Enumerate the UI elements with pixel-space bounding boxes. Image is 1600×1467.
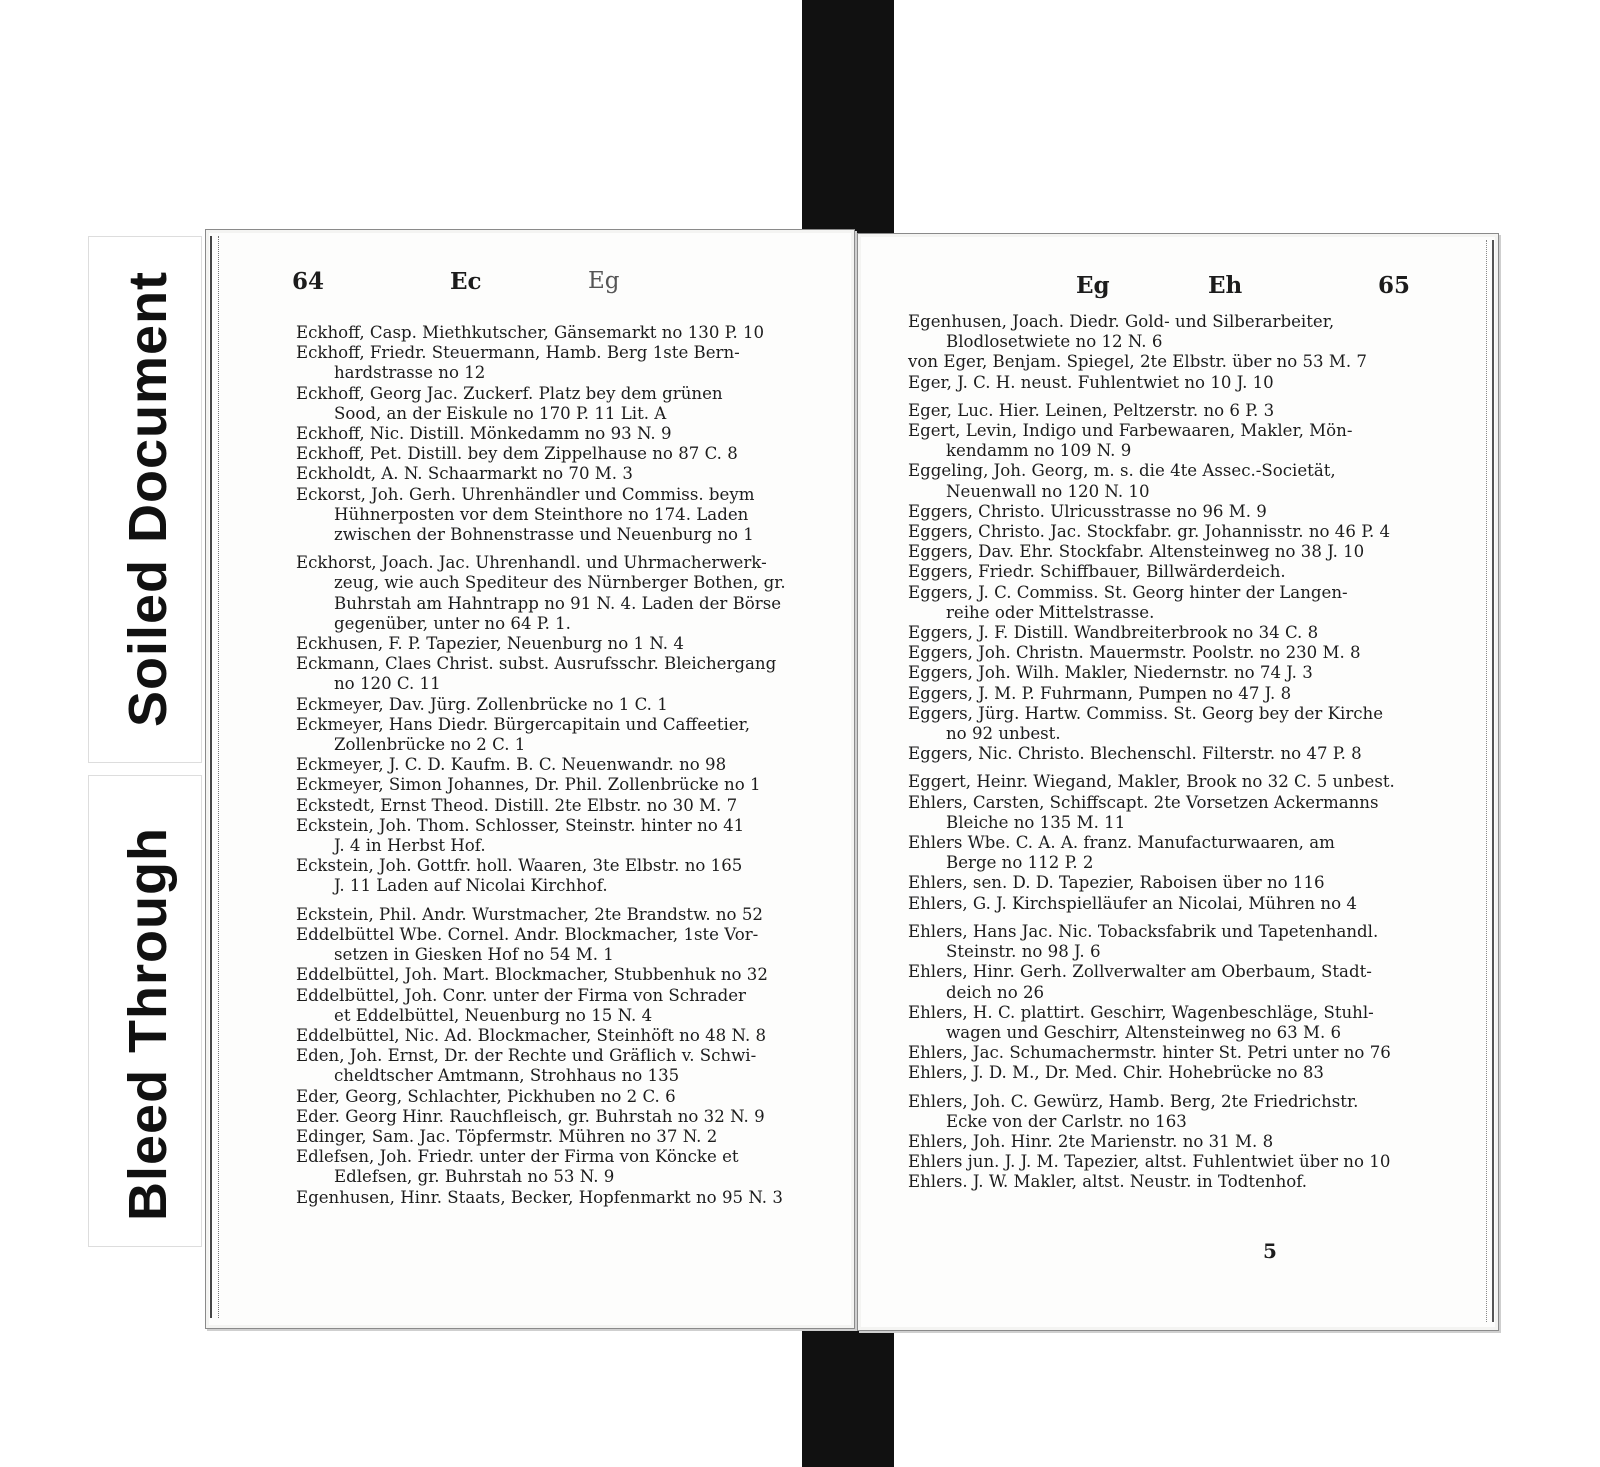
- entry-text: Eckstein, Joh. Gottfr. holl. Waaren, 3te Elbstr. no 165: [296, 856, 743, 876]
- entry-continuation: no 120 C. 11: [334, 674, 441, 694]
- entry-text: von Eger, Benjam. Spiegel, 2te Elbstr. über no 53 M. 7: [908, 352, 1367, 372]
- entry-text: Ehlers, Joh. C. Gewürz, Hamb. Berg, 2te Friedrichstr.: [908, 1091, 1359, 1111]
- directory-entry: [908, 1063, 1423, 1083]
- entry-text: Eckstedt, Ernst Theod. Distill. 2te Elbstr. no 30 M. 7: [296, 795, 738, 815]
- directory-entry: [908, 873, 1423, 893]
- entry-continuation: Steinstr. no 98 J. 6: [946, 942, 1101, 962]
- entry-continuation: et Eddelbüttel, Neuenburg no 15 N. 4: [334, 1005, 653, 1025]
- directory-entry: [908, 522, 1423, 542]
- bleed-label-box: [88, 775, 202, 1247]
- directory-entry: [296, 986, 801, 1026]
- directory-entry: [296, 634, 801, 654]
- directory-entry: [296, 553, 801, 634]
- page-number-right: 65: [1378, 272, 1411, 299]
- directory-entry: [908, 583, 1423, 623]
- entry-text: Eger, J. C. H. neust. Fuhlentwiet no 10 J. 10: [908, 372, 1274, 392]
- directory-entry: [296, 755, 801, 775]
- directory-entry: [908, 1132, 1423, 1152]
- entry-text: Ehlers, G. J. Kirchspielläufer an Nicolai, Mühren no 4: [908, 893, 1357, 913]
- directory-entry: [908, 894, 1423, 914]
- directory-entry: [296, 965, 801, 985]
- binding-strip-bottom: [802, 1310, 894, 1467]
- directory-entry: [296, 775, 801, 795]
- entry-text: Eggers, Joh. Wilh. Makler, Niedernstr. no 74 J. 3: [908, 663, 1313, 683]
- left-entry-list: [296, 323, 801, 1208]
- entry-continuation: Ecke von der Carlstr. no 163: [946, 1111, 1187, 1131]
- directory-entry: [908, 1092, 1423, 1132]
- entry-text: Eder, Georg, Schlachter, Pickhuben no 2 C. 6: [296, 1086, 676, 1106]
- entry-text: Ehlers, sen. D. D. Tapezier, Raboisen über no 116: [908, 873, 1325, 893]
- entry-text: Egert, Levin, Indigo und Farbewaaren, Makler, Mön-: [908, 421, 1353, 441]
- entry-continuation: cheldtscher Amtmann, Strohhaus no 135: [334, 1066, 680, 1086]
- directory-entry: [908, 312, 1423, 352]
- entry-continuation: zeug, wie auch Spediteur des Nürnberger Bothen, gr. Buhrstah am Hahntrapp no 91 N. 4. Laden der Börse gegenüber, unter no 64 P. 1.: [334, 573, 786, 633]
- entry-text: Eggeling, Joh. Georg, m. s. die 4te Assec.-Societät,: [908, 461, 1336, 481]
- directory-entry: [296, 816, 801, 856]
- directory-entry: [296, 1087, 801, 1107]
- entry-text: Ehlers. J. W. Makler, altst. Neustr. in Todtenhof.: [908, 1172, 1308, 1192]
- entry-continuation: Berge no 112 P. 2: [946, 853, 1094, 873]
- entry-text: Eckmeyer, J. C. D. Kaufm. B. C. Neuenwandr. no 98: [296, 755, 727, 775]
- directory-entry: [296, 1026, 801, 1046]
- directory-entry: [908, 663, 1423, 683]
- directory-entry: [908, 684, 1423, 704]
- entry-text: Egenhusen, Hinr. Staats, Becker, Hopfenmarkt no 95 N. 3: [296, 1187, 783, 1207]
- directory-entry: [908, 643, 1423, 663]
- entry-continuation: Bleiche no 135 M. 11: [946, 812, 1126, 832]
- right-page: [857, 233, 1499, 1331]
- entry-text: Ehlers, Carsten, Schiffscapt. 2te Vorsetzen Ackermanns: [908, 792, 1379, 812]
- header-right-eh: Eh: [1208, 272, 1243, 299]
- entry-text: Eckhoff, Friedr. Steuermann, Hamb. Berg 1ste Bern-: [296, 343, 740, 363]
- entry-text: Ehlers, Hans Jac. Nic. Tobacksfabrik und Tapetenhandl.: [908, 921, 1379, 941]
- directory-entry: [908, 542, 1423, 562]
- directory-entry: [908, 352, 1423, 372]
- directory-entry: [296, 695, 801, 715]
- entry-text: Eggers, Nic. Christo. Blechenschl. Filterstr. no 47 P. 8: [908, 744, 1362, 764]
- directory-entry: [908, 793, 1423, 833]
- entry-continuation: deich no 26: [946, 982, 1045, 1002]
- entry-continuation: Blodlosetwiete no 12 N. 6: [946, 332, 1163, 352]
- entry-text: Eggers, J. F. Distill. Wandbreiterbrook no 34 C. 8: [908, 623, 1319, 643]
- header-left-eg: Eg: [588, 268, 620, 294]
- directory-entry: [296, 444, 801, 464]
- directory-entry: [908, 623, 1423, 643]
- directory-entry: [908, 1152, 1423, 1172]
- entry-text: Eckhoff, Casp. Miethkutscher, Gänsemarkt no 130 P. 10: [296, 323, 765, 342]
- entry-text: Eckmann, Claes Christ. subst. Ausrufsschr. Bleichergang: [296, 654, 777, 674]
- header-right-eg: Eg: [1076, 272, 1110, 299]
- soiled-label-box: [88, 236, 202, 763]
- directory-entry: [296, 343, 801, 383]
- entry-text: Eckstein, Joh. Thom. Schlosser, Steinstr. hinter no 41: [296, 815, 745, 835]
- entry-text: Ehlers, Joh. Hinr. 2te Marienstr. no 31 M. 8: [908, 1131, 1274, 1151]
- entry-text: Edlefsen, Joh. Friedr. unter der Firma von Köncke et: [296, 1147, 739, 1167]
- entry-continuation: Edlefsen, gr. Buhrstah no 53 N. 9: [334, 1167, 615, 1187]
- entry-continuation: hardstrasse no 12: [334, 363, 486, 383]
- entry-text: Ehlers Wbe. C. A. A. franz. Manufacturwaaren, am: [908, 833, 1335, 853]
- signature-mark: 5: [1263, 1239, 1277, 1263]
- left-page: [205, 229, 855, 1329]
- entry-text: Ehlers, Jac. Schumachermstr. hinter St. Petri unter no 76: [908, 1043, 1391, 1063]
- directory-entry: [908, 502, 1423, 522]
- entry-text: Eckhoff, Nic. Distill. Mönkedamm no 93 N. 9: [296, 424, 672, 444]
- entry-continuation: Hühnerposten vor dem Steinthore no 174. Laden zwischen der Bohnenstrasse und Neuenburg no 1: [334, 504, 754, 545]
- directory-entry: [908, 373, 1423, 393]
- directory-entry: [296, 796, 801, 816]
- directory-entry: [296, 1107, 801, 1127]
- entry-continuation: no 92 unbest.: [946, 724, 1061, 744]
- directory-entry: [296, 654, 801, 694]
- directory-entry: [296, 384, 801, 424]
- entry-continuation: Zollenbrücke no 2 C. 1: [334, 735, 526, 755]
- binding-strip-top: [802, 0, 894, 240]
- entry-text: Eggers, Christo. Jac. Stockfabr. gr. Johannisstr. no 46 P. 4: [908, 522, 1391, 542]
- entry-text: Eddelbüttel, Nic. Ad. Blockmacher, Steinhöft no 48 N. 8: [296, 1025, 767, 1045]
- entry-text: Eckhorst, Joach. Jac. Uhrenhandl. und Uhrmacherwerk-: [296, 553, 767, 573]
- directory-entry: [296, 925, 801, 965]
- directory-entry: [908, 1003, 1423, 1043]
- entry-text: Eckhoff, Pet. Distill. bey dem Zippelhause no 87 C. 8: [296, 444, 738, 464]
- entry-continuation: wagen und Geschirr, Altensteinweg no 63 M. 6: [946, 1022, 1342, 1042]
- entry-text: Eggers, J. M. P. Fuhrmann, Pumpen no 47 J. 8: [908, 683, 1292, 703]
- directory-entry: [296, 905, 801, 925]
- entry-continuation: Sood, an der Eiskule no 170 P. 11 Lit. A: [334, 403, 667, 423]
- directory-entry: [908, 962, 1423, 1002]
- directory-entry: [908, 922, 1423, 962]
- page-number-left: 64: [292, 268, 325, 295]
- entry-text: Eckmeyer, Dav. Jürg. Zollenbrücke no 1 C. 1: [296, 694, 668, 714]
- directory-entry: [908, 744, 1423, 764]
- directory-entry: [908, 704, 1423, 744]
- entry-text: Ehlers jun. J. J. M. Tapezier, altst. Fuhlentwiet über no 10: [908, 1152, 1391, 1172]
- entry-text: Edinger, Sam. Jac. Töpfermstr. Mühren no 37 N. 2: [296, 1126, 718, 1146]
- directory-entry: [296, 323, 801, 343]
- entry-text: Eckmeyer, Simon Johannes, Dr. Phil. Zollenbrücke no 1: [296, 775, 761, 795]
- soiled-document-label: Soiled Document: [118, 270, 178, 727]
- entry-text: Eggers, Dav. Ehr. Stockfabr. Altensteinweg no 38 J. 10: [908, 542, 1365, 562]
- entry-text: Eckhusen, F. P. Tapezier, Neuenburg no 1 N. 4: [296, 634, 684, 654]
- entry-continuation: setzen in Giesken Hof no 54 M. 1: [334, 945, 614, 965]
- entry-continuation: kendamm no 109 N. 9: [946, 441, 1132, 461]
- entry-text: Eder. Georg Hinr. Rauchfleisch, gr. Buhrstah no 32 N. 9: [296, 1106, 765, 1126]
- directory-entry: [296, 856, 801, 896]
- entry-continuation: Neuenwall no 120 N. 10: [946, 481, 1150, 501]
- entry-text: Ehlers, H. C. plattirt. Geschirr, Wagenbeschläge, Stuhl-: [908, 1002, 1374, 1022]
- directory-entry: [296, 485, 801, 546]
- entry-text: Eggers, J. C. Commiss. St. Georg hinter der Langen-: [908, 582, 1348, 602]
- entry-continuation: J. 11 Laden auf Nicolai Kirchhof.: [334, 876, 608, 896]
- entry-text: Eger, Luc. Hier. Leinen, Peltzerstr. no 6 P. 3: [908, 400, 1275, 420]
- entry-text: Eddelbüttel Wbe. Cornel. Andr. Blockmacher, 1ste Vor-: [296, 924, 759, 944]
- directory-entry: [908, 401, 1423, 421]
- directory-entry: [296, 1147, 801, 1187]
- entry-text: Eggers, Jürg. Hartw. Commiss. St. Georg bey der Kirche: [908, 703, 1384, 723]
- entry-text: Eddelbüttel, Joh. Conr. unter der Firma von Schrader: [296, 985, 746, 1005]
- entry-text: Ehlers, J. D. M., Dr. Med. Chir. Hohebrücke no 83: [908, 1063, 1324, 1083]
- directory-entry: [908, 562, 1423, 582]
- bleed-through-label: Bleed Through: [118, 827, 178, 1221]
- entry-continuation: reihe oder Mittelstrasse.: [946, 602, 1155, 622]
- entry-text: Eckmeyer, Hans Diedr. Bürgercapitain und Caffeetier,: [296, 714, 751, 734]
- directory-entry: [908, 1043, 1423, 1063]
- directory-entry: [296, 464, 801, 484]
- entry-text: Eddelbüttel, Joh. Mart. Blockmacher, Stubbenhuk no 32: [296, 965, 768, 985]
- directory-entry: [908, 833, 1423, 873]
- directory-entry: [296, 715, 801, 755]
- entry-text: Egenhusen, Joach. Diedr. Gold- und Silberarbeiter,: [908, 312, 1335, 331]
- directory-entry: [296, 424, 801, 444]
- directory-entry: [908, 1172, 1423, 1192]
- directory-entry: [296, 1188, 801, 1208]
- directory-entry: [908, 461, 1423, 501]
- header-left-ec: Ec: [450, 268, 482, 295]
- entry-text: Eckholdt, A. N. Schaarmarkt no 70 M. 3: [296, 464, 633, 484]
- entry-text: Eggers, Friedr. Schiffbauer, Billwärderdeich.: [908, 562, 1286, 582]
- entry-text: Eggert, Heinr. Wiegand, Makler, Brook no 32 C. 5 unbest.: [908, 772, 1395, 792]
- entry-continuation: J. 4 in Herbst Hof.: [334, 836, 486, 856]
- entry-text: Eggers, Christo. Ulricusstrasse no 96 M. 9: [908, 501, 1267, 521]
- directory-entry: [296, 1046, 801, 1086]
- entry-text: Eckhoff, Georg Jac. Zuckerf. Platz bey dem grünen: [296, 383, 723, 403]
- entry-text: Ehlers, Hinr. Gerh. Zollverwalter am Oberbaum, Stadt-: [908, 962, 1372, 982]
- directory-entry: [908, 772, 1423, 792]
- entry-text: Eckstein, Phil. Andr. Wurstmacher, 2te Brandstw. no 52: [296, 904, 763, 924]
- right-entry-list: [908, 312, 1423, 1193]
- entry-text: Eckorst, Joh. Gerh. Uhrenhändler und Commiss. beym: [296, 484, 755, 504]
- entry-text: Eden, Joh. Ernst, Dr. der Rechte und Gräflich v. Schwi-: [296, 1046, 757, 1066]
- directory-entry: [908, 421, 1423, 461]
- directory-entry: [296, 1127, 801, 1147]
- entry-text: Eggers, Joh. Christn. Mauermstr. Poolstr. no 230 M. 8: [908, 643, 1361, 663]
